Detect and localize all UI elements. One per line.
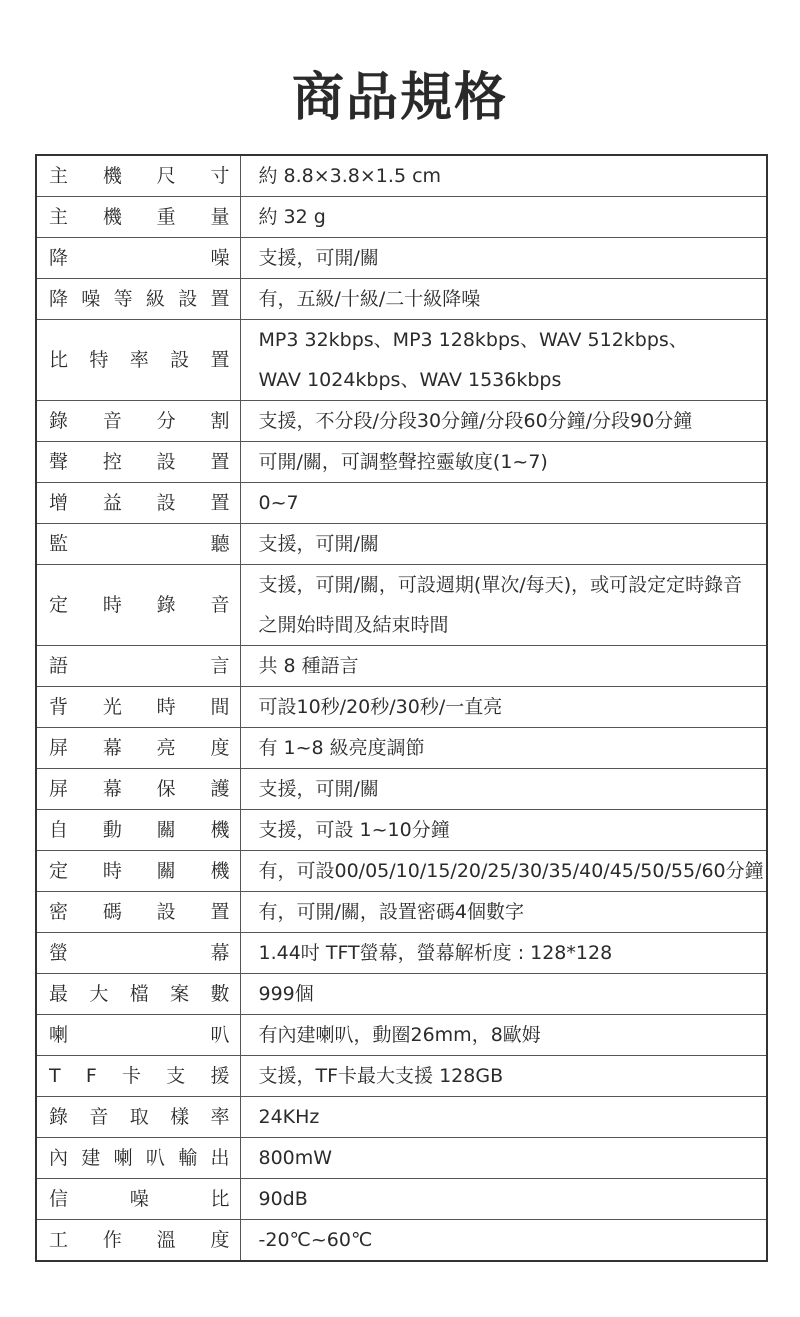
spec-value-cell — [240, 279, 767, 320]
spec-label: T F 卡 支 援 — [49, 1065, 230, 1087]
spec-label-cell — [36, 1220, 240, 1262]
spec-label-cell — [36, 1179, 240, 1220]
spec-row — [36, 565, 767, 646]
spec-row — [36, 442, 767, 483]
spec-row — [36, 892, 767, 933]
spec-table-body — [36, 155, 767, 1261]
spec-value: 有，五級/十級/二十級降噪 — [258, 288, 481, 310]
spec-label-cell — [36, 810, 240, 851]
spec-value: 約 32 g — [258, 206, 326, 228]
spec-label: 密 碼 設 置 — [49, 901, 230, 923]
spec-label-cell — [36, 279, 240, 320]
spec-label: 自 動 關 機 — [49, 819, 230, 841]
spec-row — [36, 524, 767, 565]
spec-value: MP3 32kbps、MP3 128kbps、WAV 512kbps、 — [258, 329, 688, 351]
spec-label-cell — [36, 851, 240, 892]
spec-value-cell — [240, 851, 767, 892]
spec-value-cell — [240, 483, 767, 524]
spec-value-cell — [240, 646, 767, 687]
spec-label-cell — [36, 1138, 240, 1179]
spec-label-cell — [36, 155, 240, 197]
spec-value: 90dB — [258, 1188, 308, 1210]
spec-row — [36, 1220, 767, 1262]
spec-value: 0~7 — [258, 492, 299, 514]
spec-label-cell — [36, 524, 240, 565]
spec-value: 支援，可開/關 — [258, 778, 379, 800]
spec-value: 支援，可開/關 — [258, 533, 379, 555]
spec-label-cell — [36, 565, 240, 646]
spec-row — [36, 974, 767, 1015]
spec-value-cell — [240, 1056, 767, 1097]
spec-label: 最 大 檔 案 數 — [49, 983, 230, 1005]
spec-label: 屏 幕 亮 度 — [49, 737, 230, 759]
spec-value-cell — [240, 1097, 767, 1138]
spec-label-cell — [36, 728, 240, 769]
spec-label-cell — [36, 442, 240, 483]
spec-label-cell — [36, 892, 240, 933]
spec-row — [36, 687, 767, 728]
spec-label-cell — [36, 687, 240, 728]
spec-value: WAV 1024kbps、WAV 1536kbps — [258, 369, 562, 391]
spec-label: 定 時 關 機 — [49, 860, 230, 882]
spec-row — [36, 1179, 767, 1220]
spec-label: 背 光 時 間 — [49, 696, 230, 718]
spec-value: 共 8 種語言 — [258, 655, 359, 677]
spec-label-cell — [36, 1097, 240, 1138]
spec-row — [36, 401, 767, 442]
spec-label: 屏 幕 保 護 — [49, 778, 230, 800]
spec-value-cell — [240, 933, 767, 974]
spec-value-cell — [240, 320, 767, 401]
spec-value-cell — [240, 1179, 767, 1220]
spec-row — [36, 646, 767, 687]
spec-row — [36, 238, 767, 279]
spec-label: 錄 音 取 樣 率 — [49, 1106, 230, 1128]
spec-value-cell — [240, 1220, 767, 1262]
spec-row — [36, 1015, 767, 1056]
spec-value: 支援，不分段/分段30分鐘/分段60分鐘/分段90分鐘 — [258, 410, 693, 432]
spec-label: 聲 控 設 置 — [49, 451, 230, 473]
spec-value: 支援，TF卡最大支援 128GB — [258, 1065, 504, 1087]
spec-label: 喇 叭 — [49, 1024, 230, 1046]
spec-label-cell — [36, 1015, 240, 1056]
spec-label: 語 言 — [49, 655, 230, 677]
spec-value-cell — [240, 728, 767, 769]
spec-value-cell — [240, 769, 767, 810]
spec-value-cell — [240, 524, 767, 565]
spec-value: 有，可開/關，設置密碼4個數字 — [258, 901, 524, 923]
spec-label: 主 機 重 量 — [49, 206, 230, 228]
spec-value: 24KHz — [258, 1106, 320, 1128]
spec-value: 999個 — [258, 983, 314, 1005]
spec-value-cell — [240, 565, 767, 646]
spec-label-cell — [36, 197, 240, 238]
spec-row — [36, 933, 767, 974]
spec-label: 增 益 設 置 — [49, 492, 230, 514]
spec-label: 信 噪 比 — [49, 1188, 230, 1210]
spec-row — [36, 279, 767, 320]
spec-label-cell — [36, 1056, 240, 1097]
spec-label-cell — [36, 769, 240, 810]
spec-value: 約 8.8×3.8×1.5 cm — [258, 165, 442, 187]
spec-value-cell — [240, 1015, 767, 1056]
spec-label: 主 機 尺 寸 — [49, 165, 230, 187]
spec-value: 有，可設00/05/10/15/20/25/30/35/40/45/50/55/60分鐘 — [258, 860, 764, 882]
spec-row — [36, 769, 767, 810]
spec-row — [36, 483, 767, 524]
spec-value: 可開/關，可調整聲控靈敏度(1~7) — [258, 451, 548, 473]
spec-label: 降 噪 等 級 設 置 — [49, 288, 230, 310]
spec-value-cell — [240, 810, 767, 851]
spec-value-cell — [240, 974, 767, 1015]
spec-value: 有 1~8 級亮度調節 — [258, 737, 425, 759]
spec-label: 降 噪 — [49, 247, 230, 269]
spec-label-cell — [36, 646, 240, 687]
spec-label: 監 聽 — [49, 533, 230, 555]
spec-row — [36, 197, 767, 238]
spec-label-cell — [36, 401, 240, 442]
spec-value-cell — [240, 197, 767, 238]
spec-row — [36, 728, 767, 769]
spec-value: 可設10秒/20秒/30秒/一直亮 — [258, 696, 503, 718]
spec-value-cell — [240, 238, 767, 279]
spec-value: 支援，可開/關 — [258, 247, 379, 269]
spec-label: 工 作 溫 度 — [49, 1229, 230, 1251]
page-title: 商品規格 — [291, 68, 508, 128]
spec-value-cell — [240, 401, 767, 442]
spec-value-cell — [240, 687, 767, 728]
spec-row — [36, 320, 767, 401]
spec-label-cell — [36, 238, 240, 279]
spec-label-cell — [36, 933, 240, 974]
spec-value: 有內建喇叭，動圈26mm，8歐姆 — [258, 1024, 541, 1046]
spec-value-cell — [240, 892, 767, 933]
spec-value-cell — [240, 155, 767, 197]
spec-row — [36, 1056, 767, 1097]
spec-value-cell — [240, 1138, 767, 1179]
spec-row — [36, 810, 767, 851]
spec-value: 1.44吋 TFT螢幕，螢幕解析度 : 128*128 — [258, 942, 613, 964]
spec-label: 比 特 率 設 置 — [49, 349, 230, 371]
spec-value: -20℃~60℃ — [258, 1229, 373, 1251]
spec-value: 支援，可開/關，可設週期(單次/每天)，或可設定定時錄音 — [258, 574, 743, 596]
spec-row — [36, 851, 767, 892]
spec-label: 錄 音 分 割 — [49, 410, 230, 432]
spec-label-cell — [36, 483, 240, 524]
spec-label: 內 建 喇 叭 輸 出 — [49, 1147, 230, 1169]
spec-row — [36, 155, 767, 197]
spec-value: 支援，可設 1~10分鐘 — [258, 819, 450, 841]
spec-value: 800mW — [258, 1147, 333, 1169]
spec-value-cell — [240, 442, 767, 483]
spec-label: 螢 幕 — [49, 942, 230, 964]
spec-label: 定 時 錄 音 — [49, 594, 230, 616]
spec-row — [36, 1138, 767, 1179]
spec-table — [35, 154, 768, 1262]
spec-label-cell — [36, 974, 240, 1015]
spec-label-cell — [36, 320, 240, 401]
spec-value: 之開始時間及結束時間 — [258, 614, 449, 636]
spec-row — [36, 1097, 767, 1138]
